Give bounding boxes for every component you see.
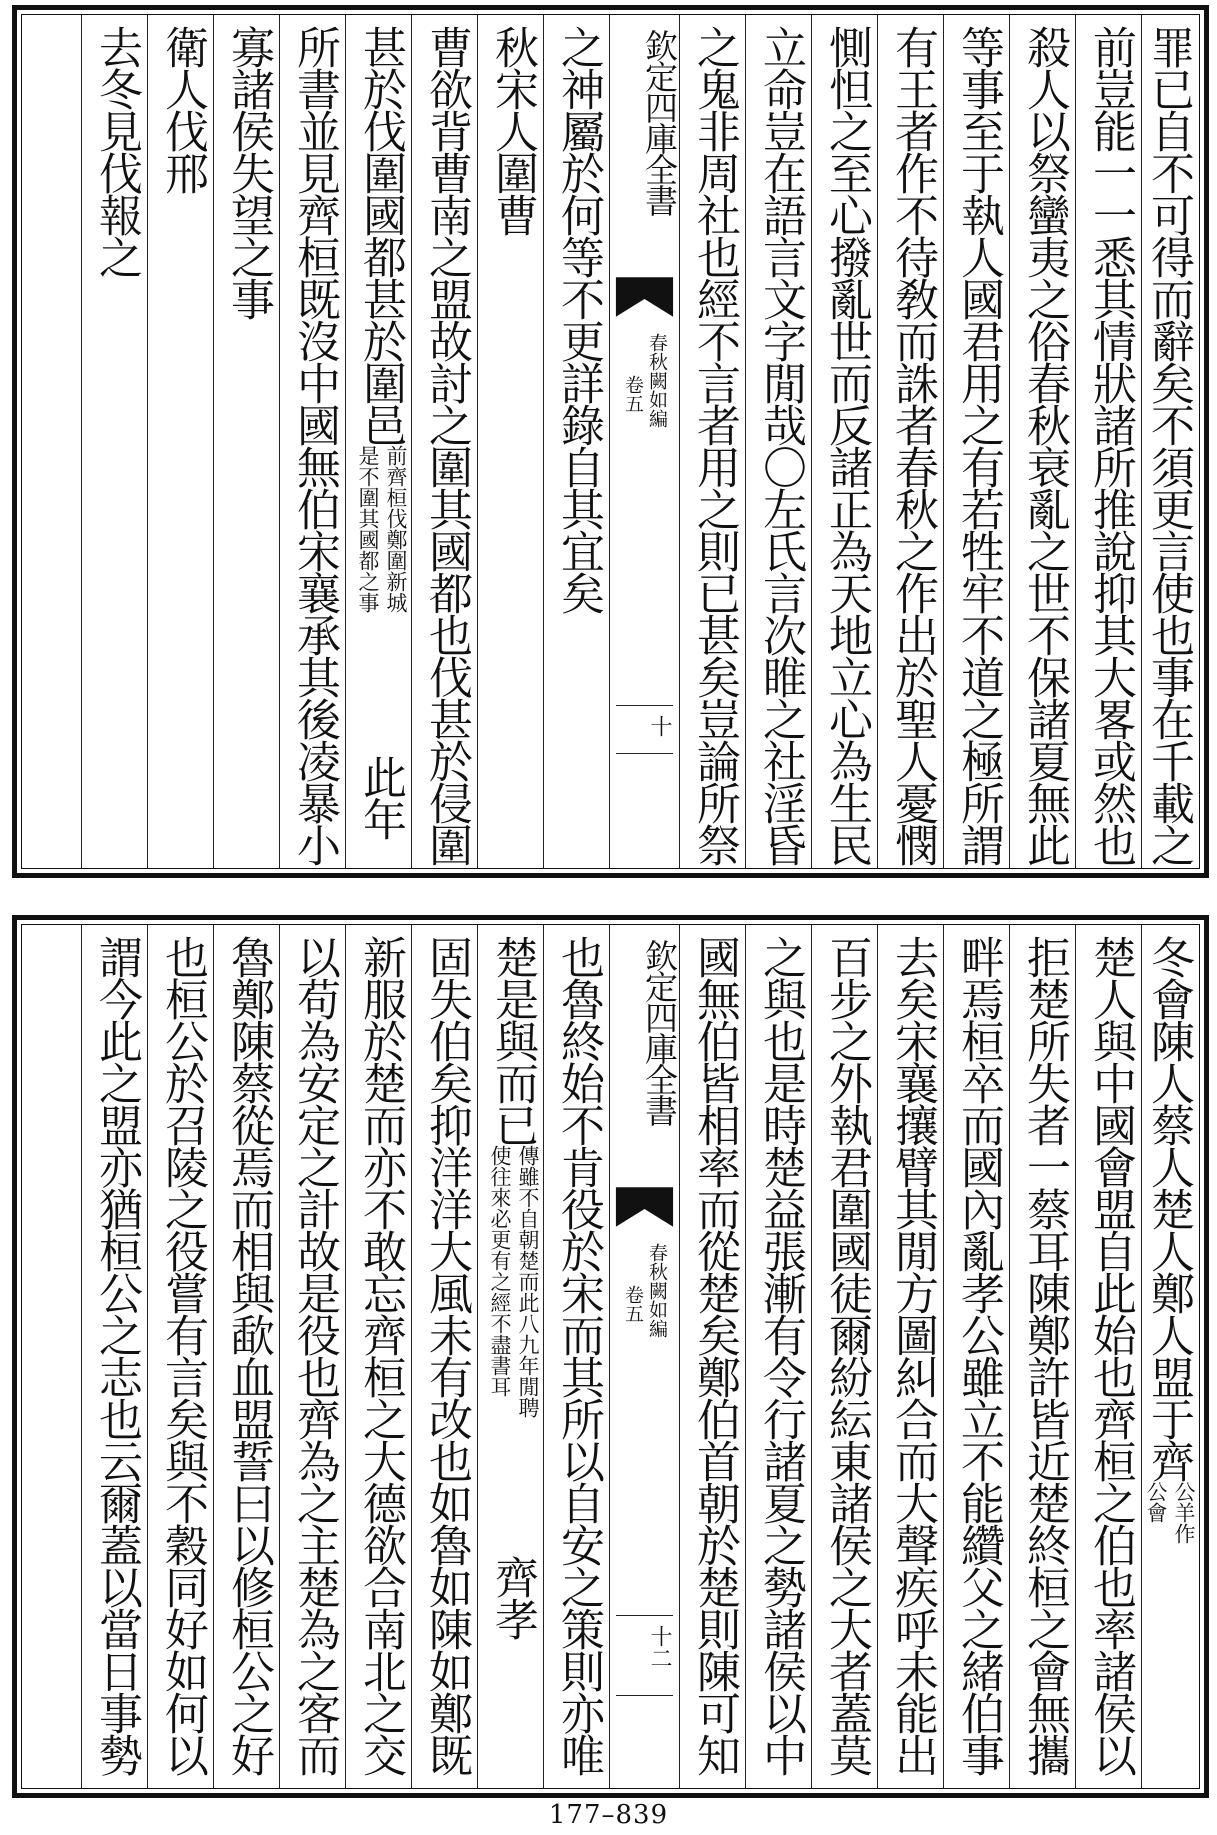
text-column: 立命豈在語言文字閒哉〇左氏言次睢之社淫昏: [745, 15, 811, 868]
page-rule: [616, 1615, 673, 1616]
page-rule: [616, 705, 673, 706]
inline-note: [485, 1145, 543, 1555]
text-column-with-note: [345, 15, 411, 868]
text-column: 所書並見齊桓既沒中國無伯宋襄承其後凌暴小: [279, 15, 345, 868]
main-text: 此年: [355, 755, 406, 839]
juan-number: 卷五: [622, 1285, 644, 1323]
bottom-half-page: [12, 915, 1209, 1798]
text-column: 前豈能一一悉其情狀諸所推說抑其大畧或然也: [1075, 15, 1141, 868]
page-number: 十二: [647, 1625, 672, 1669]
text-column: 楚人與中國會盟自此始也齊桓之伯也率諸侯以: [1075, 925, 1141, 1788]
text-column: 之神屬於何等不更詳錄自其宜矣: [543, 15, 609, 868]
collection-title: 欽定四庫全書: [640, 29, 679, 215]
text-column: 寡諸侯失望之事: [213, 15, 279, 868]
text-column: 畔焉桓卒而國內亂孝公雖立不能纘父之緒伯事: [943, 925, 1009, 1788]
text-column: 惻怛之至心撥亂世而反諸正為天地立心為生民: [811, 15, 877, 868]
text-column: 新服於楚而亦不敢忘齊桓之大德欲合南北之交: [345, 925, 411, 1788]
text-column: 也魯終始不肯役於宋而其所以自安之策則亦唯: [543, 925, 609, 1788]
juan-number: 卷五: [622, 375, 644, 413]
collection-title: 欽定四庫全書: [640, 939, 679, 1125]
text-column: 固失伯矣抑洋洋大風未有改也如魯如陳如鄭既: [411, 925, 477, 1788]
text-column: 曹欲背曹南之盟故討之圍其國都也伐甚於侵圍: [411, 15, 477, 868]
book-title: 春秋闕如編: [646, 333, 668, 428]
text-column: 以苟為安定之計故是役也齊為之主楚為之客而: [279, 925, 345, 1788]
page-rule: [616, 753, 673, 754]
text-column: 等事至于執人國君用之有若牲牢不道之極所謂: [943, 15, 1009, 868]
text-column: 百步之外執君圍國徒爾紛紜東諸侯之大者蓋莫: [811, 925, 877, 1788]
note-line: 使往來必更有之經不盡書耳: [488, 1145, 512, 1397]
main-text: 齊孝: [487, 1555, 538, 1639]
text-column: 殺人以祭蠻夷之俗春秋衰亂之世不保諸夏無此: [1009, 15, 1075, 868]
text-column: 拒楚所失者一蔡耳陳鄭許皆近楚終桓之會無攜: [1009, 925, 1075, 1788]
inline-note: [353, 445, 411, 755]
note-line: 公羊作: [1172, 1481, 1196, 1544]
text-column-with-note: [1141, 925, 1199, 1788]
note-line: 公會: [1144, 1481, 1168, 1523]
text-column: 秋宋人圍曹: [477, 15, 543, 868]
text-column: 罪已自不可得而辭矣不須更言使也事在千載之: [1141, 15, 1199, 868]
text-column: 魯鄭陳蔡從焉而相與歃血盟誓曰以修桓公之好: [213, 925, 279, 1788]
text-column: 去矣宋襄攘臂其閒方圖糾合而大聲疾呼未能出: [877, 925, 943, 1788]
note-line: 傳雖不自朝楚而此八九年閒聘: [516, 1145, 540, 1418]
fish-tail-mark-icon: [610, 1187, 679, 1227]
text-column: 也桓公於召陵之役嘗有言矣與不穀同好如何以: [147, 925, 213, 1788]
text-column: 衛人伐邢: [147, 15, 213, 868]
inline-note: [1143, 1481, 1199, 1611]
note-line: 前齊桓伐鄭圍新城: [384, 445, 408, 613]
main-text: 冬會陳人蔡人楚人鄭人盟于齊: [1143, 935, 1194, 1481]
top-half-page: [12, 5, 1209, 878]
text-column: 有王者作不待敎而誅者春秋之作出於聖人憂憫: [877, 15, 943, 868]
center-fold-column: [609, 925, 679, 1788]
folio-number: 177–839: [548, 1800, 669, 1830]
text-column: 之鬼非周社也經不言者用之則已甚矣豈論所祭: [679, 15, 745, 868]
blank-column: [22, 15, 81, 868]
text-column: 去冬見伐報之: [81, 15, 147, 868]
main-text: 楚是與而已: [487, 935, 538, 1145]
blank-column: [22, 925, 81, 1788]
note-line: 是不圍其國都之事: [356, 445, 380, 613]
center-fold-column: [609, 15, 679, 868]
text-column: 謂今此之盟亦猶桓公之志也云爾蓋以當日事勢: [81, 925, 147, 1788]
text-column: 國無伯皆相率而從楚矣鄭伯首朝於楚則陳可知: [679, 925, 745, 1788]
book-title: 春秋闕如編: [646, 1243, 668, 1338]
fish-tail-mark-icon: [610, 277, 679, 317]
page-number: 十: [647, 715, 672, 737]
text-column: 之與也是時楚益張漸有令行諸夏之勢諸侯以中: [745, 925, 811, 1788]
page-rule: [616, 1695, 673, 1696]
main-text: 甚於伐圍國都甚於圍邑: [355, 25, 406, 445]
text-column-with-note: [477, 925, 543, 1788]
